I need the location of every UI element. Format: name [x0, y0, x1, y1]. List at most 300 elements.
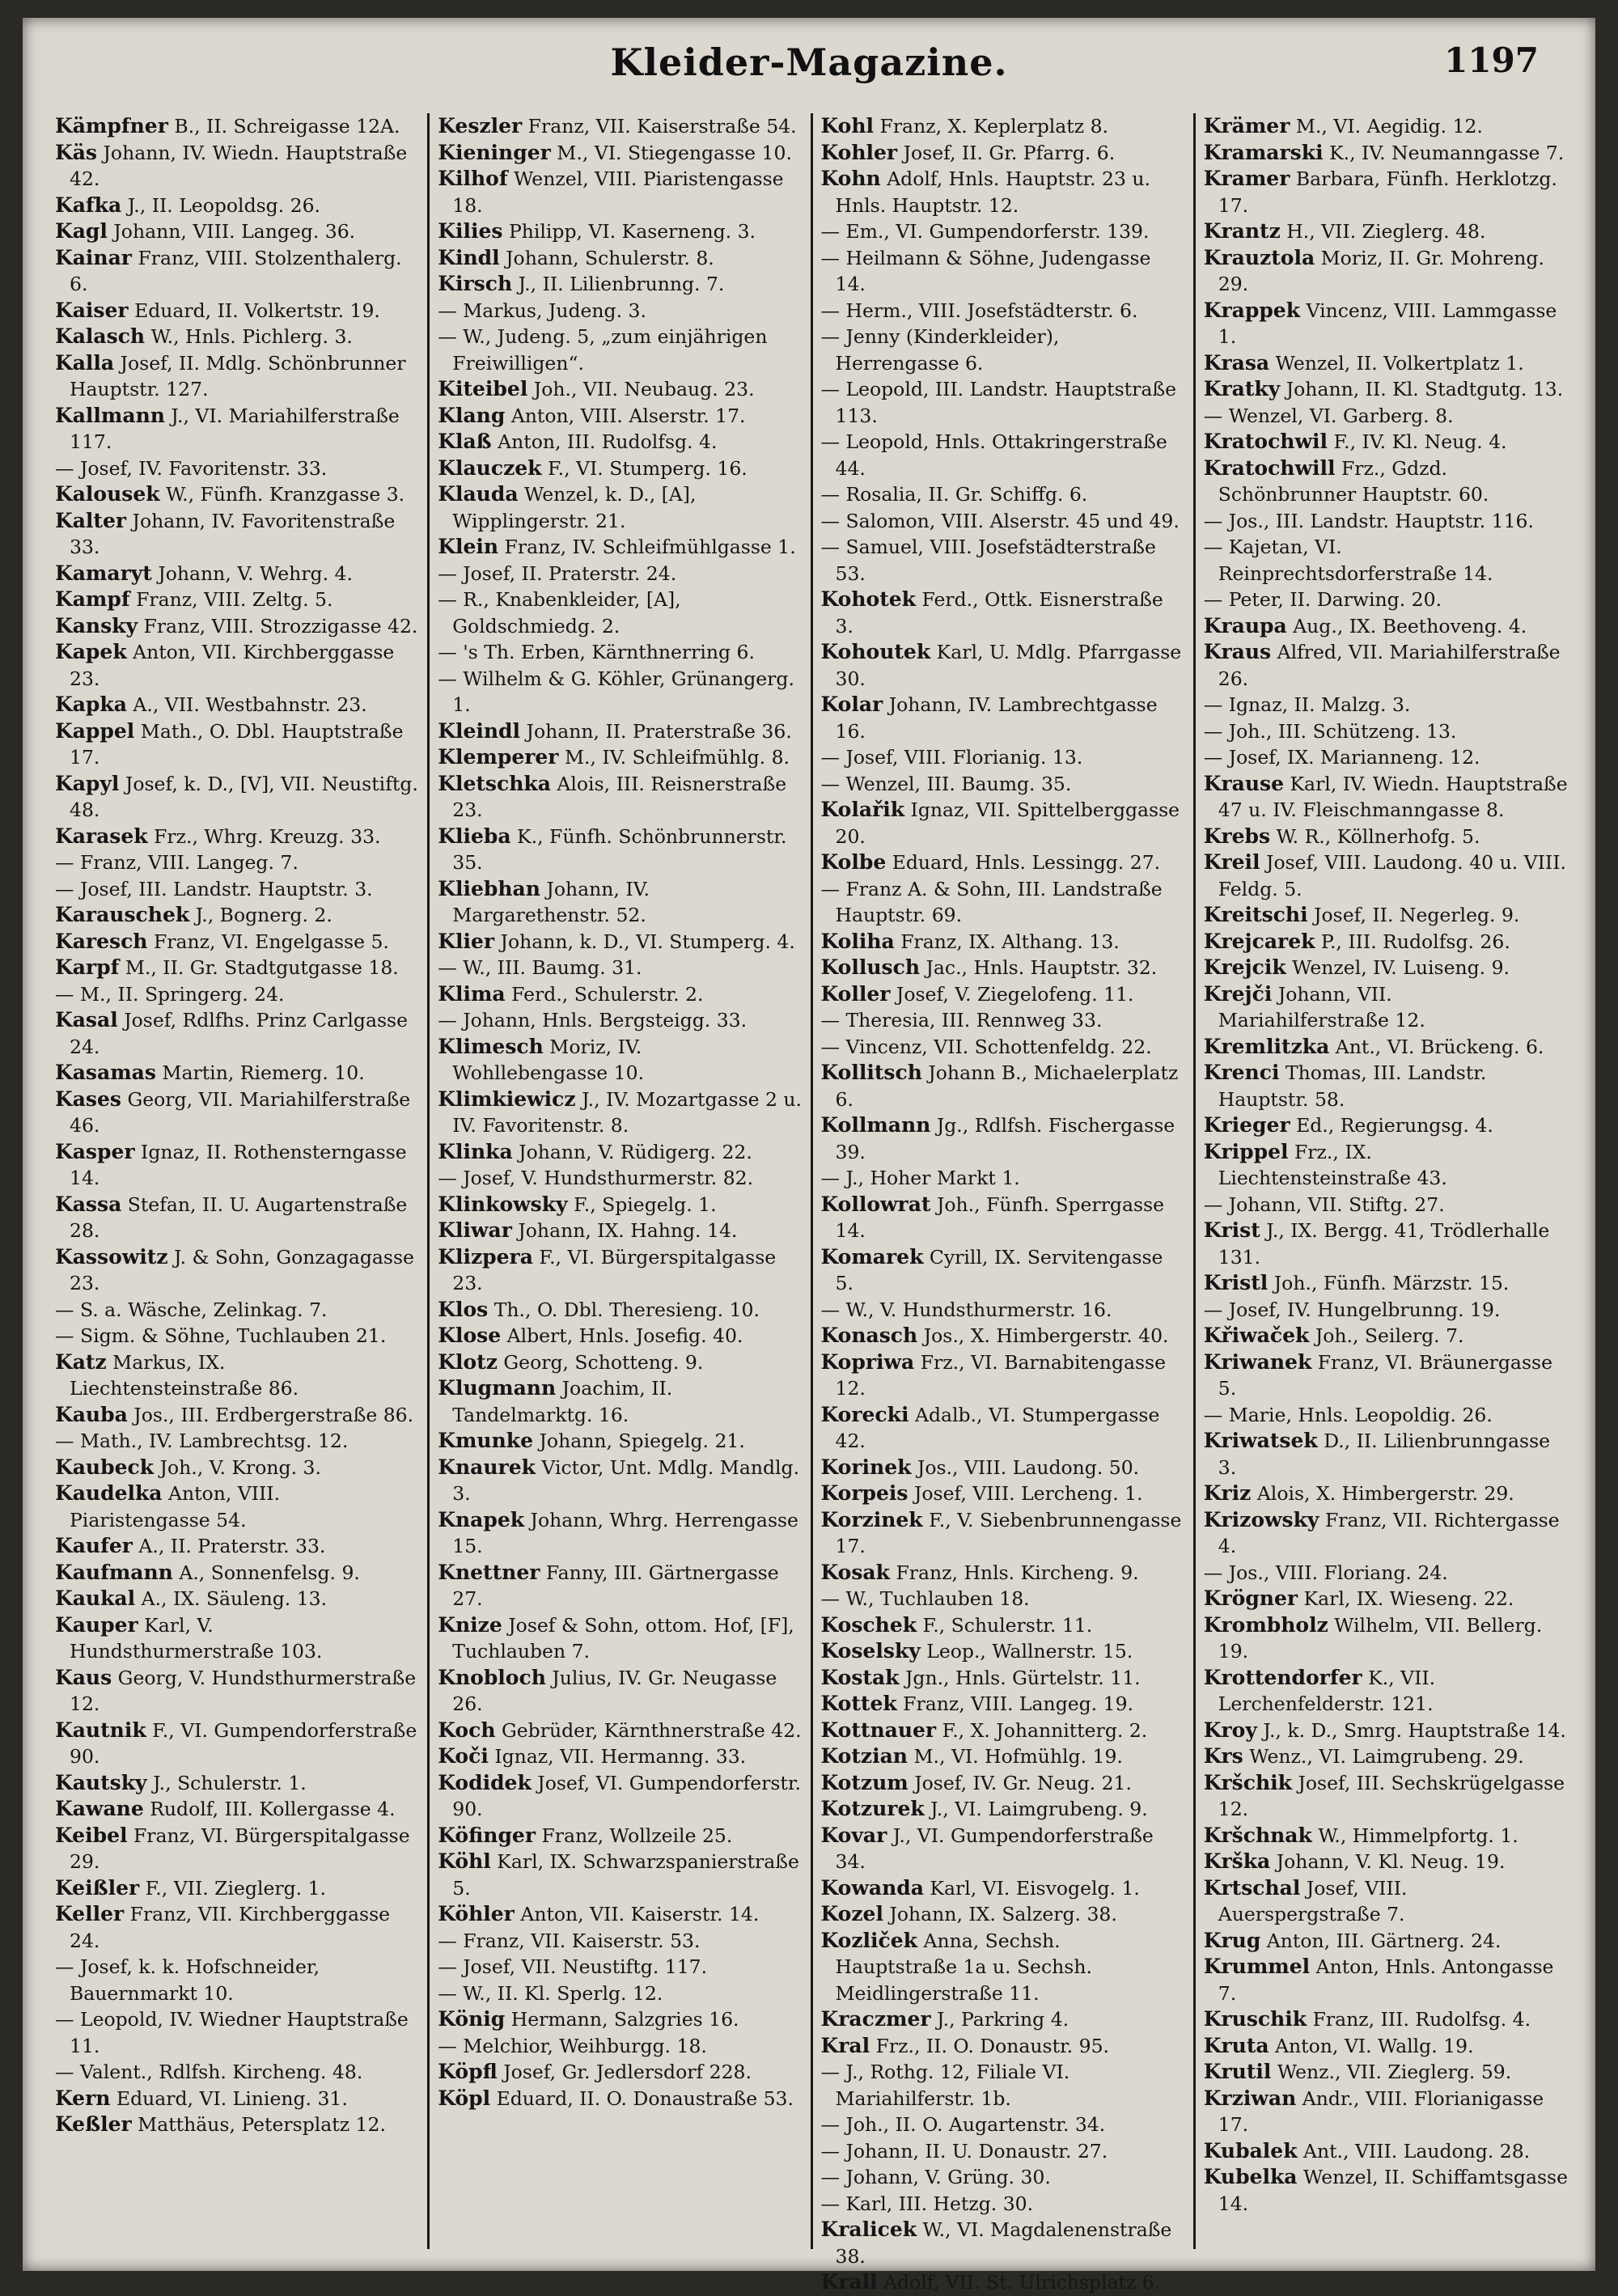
- directory-entry: [55, 1901, 419, 1954]
- entry-surname: Kraus: [1203, 640, 1272, 663]
- entry-details: — Heilmann & Söhne, Judengasse 14.: [820, 246, 1151, 295]
- entry-details: Josef, VIII. Laudong. 40 u. VIII. Feldg. 5.: [1218, 851, 1566, 900]
- directory-entry: [821, 2059, 1185, 2112]
- entry-surname: Köpfl: [438, 2060, 498, 2083]
- entry-details: — Valent., Rdlfsh. Kircheng. 48.: [55, 2061, 363, 2083]
- entry-surname: Knobloch: [438, 1665, 546, 1689]
- entry-details: — Franz A. & Sohn, III. Landstraße Hauptstr. 69.: [820, 877, 1163, 926]
- entry-surname: Keller: [55, 1902, 125, 1925]
- directory-entry: [438, 666, 802, 718]
- directory-entry: [55, 1823, 419, 1875]
- entry-details: Franz, VIII. Zeltg. 5.: [136, 588, 333, 611]
- directory-entry: [821, 508, 1185, 535]
- entry-surname: Kotzurek: [820, 1797, 925, 1820]
- entry-surname: Kubalek: [1203, 2138, 1298, 2163]
- directory-entry: [438, 1007, 802, 1034]
- entry-details: Franz, VI. Bräunergasse 5.: [1218, 1350, 1552, 1400]
- entry-details: Franz, VII. Richtergasse 4.: [1218, 1508, 1560, 1557]
- entry-surname: Kmunke: [438, 1429, 534, 1452]
- entry-details: — Markus, Judeng. 3.: [438, 299, 646, 322]
- entry-surname: Koči: [438, 1744, 489, 1768]
- directory-entry: [1204, 639, 1568, 692]
- entry-surname: Korinek: [820, 1455, 912, 1479]
- entry-surname: Klinka: [438, 1139, 513, 1163]
- entry-details: Franz, IX. Althang. 13.: [900, 930, 1120, 953]
- entry-surname: Kasamas: [55, 1061, 156, 1084]
- directory-entry: [1204, 350, 1568, 377]
- directory-entry: [55, 1954, 419, 2006]
- entry-surname: Klieba: [438, 824, 511, 848]
- entry-surname: Kopriwa: [820, 1349, 915, 1374]
- entry-details: A., VII. Westbahnstr. 23.: [133, 693, 367, 716]
- directory-entry: [1204, 744, 1568, 771]
- directory-entry: [55, 955, 419, 981]
- directory-entry: [821, 1665, 1185, 1692]
- entry-details: Ed., Regierungsg. 4.: [1296, 1114, 1493, 1137]
- entry-surname: Krögner: [1203, 1586, 1298, 1610]
- entry-details: M., IV. Schleifmühlg. 8.: [564, 746, 790, 769]
- directory-entry: [438, 1428, 802, 1455]
- entry-surname: Klemperer: [438, 745, 559, 769]
- directory-entry: [1204, 1849, 1568, 1875]
- entry-surname: Kamaryt: [55, 561, 152, 585]
- entry-details: K., Fünfh. Schönbrunnerstr. 35.: [452, 824, 787, 874]
- entry-details: Adolf, Hnls. Hauptstr. 23 u. Hnls. Hauptstr. 12.: [835, 167, 1151, 217]
- directory-entry: [821, 140, 1185, 167]
- entry-details: Wenzel, IV. Luiseng. 9.: [1292, 956, 1510, 979]
- directory-entry: [1204, 692, 1568, 718]
- directory-entry: [821, 2112, 1185, 2138]
- entry-surname: Keißler: [55, 1875, 140, 1900]
- entry-surname: Knaurek: [438, 1455, 536, 1479]
- entry-details: Leop., Wallnerstr. 15.: [926, 1640, 1133, 1663]
- entry-details: Johann, VII. Mariahilferstraße 12.: [1218, 982, 1425, 1032]
- directory-entry: [1204, 771, 1568, 824]
- entry-details: Karl, V. Hundsthurmerstraße 103.: [70, 1613, 323, 1663]
- entry-surname: Kagl: [55, 219, 108, 243]
- directory-entry: [55, 1455, 419, 1481]
- directory-entry: [821, 1060, 1185, 1112]
- directory-entry: [1204, 824, 1568, 850]
- entry-surname: Klang: [438, 403, 506, 427]
- entry-surname: Kalter: [55, 508, 127, 532]
- directory-entry: [1204, 1218, 1568, 1270]
- directory-entry: [438, 1455, 802, 1507]
- directory-entry: [55, 1323, 419, 1349]
- entry-surname: Krottendorfer: [1203, 1665, 1362, 1689]
- entry-details: Matthäus, Petersplatz 12.: [138, 2113, 386, 2136]
- entry-surname: Kršchnak: [1203, 1823, 1312, 1847]
- entry-details: Ant., VIII. Laudong. 28.: [1303, 2139, 1531, 2163]
- entry-details: — Em., VI. Gumpendorferstr. 139.: [820, 220, 1150, 243]
- directory-entry: [438, 1928, 802, 1955]
- entry-details: — Joh., III. Schützeng. 13.: [1203, 719, 1457, 743]
- directory-entry: [438, 718, 802, 745]
- directory-entry: [1204, 508, 1568, 535]
- page-header: [23, 36, 1595, 92]
- entry-surname: Kieninger: [438, 140, 551, 164]
- directory-entry: [55, 718, 419, 771]
- entry-details: Josef & Sohn, ottom. Hof, [F], Tuchlauben 7.: [452, 1613, 794, 1663]
- entry-details: Jac., Hnls. Hauptstr. 32.: [925, 956, 1158, 979]
- directory-entry: [821, 771, 1185, 798]
- entry-surname: Kansky: [55, 613, 138, 638]
- entry-surname: Klizpera: [438, 1244, 533, 1269]
- directory-entry: [438, 1823, 802, 1849]
- directory-entry: [1204, 1402, 1568, 1429]
- directory-entry: [821, 1244, 1185, 1297]
- directory-entry: [438, 298, 802, 324]
- entry-details: Johann, Schulerstr. 8.: [506, 246, 714, 269]
- directory-entry: [55, 455, 419, 482]
- directory-entry: [1204, 1270, 1568, 1297]
- entry-details: J., Parkring 4.: [937, 2008, 1069, 2031]
- entry-surname: Komarek: [820, 1244, 924, 1269]
- entry-details: — Herm., VIII. Josefstädterstr. 6.: [820, 299, 1138, 322]
- entry-details: Rudolf, III. Kollergasse 4.: [150, 1798, 396, 1820]
- entry-details: — W., Judeng. 5, „zum einjährigen Freiwilligen“.: [438, 325, 768, 375]
- entry-details: Moriz, II. Gr. Mohreng. 29.: [1218, 246, 1544, 295]
- directory-entry: [821, 744, 1185, 771]
- entry-surname: Köhler: [438, 1902, 515, 1925]
- directory-entry: [438, 929, 802, 955]
- entry-surname: Kotzian: [820, 1744, 908, 1768]
- directory-entry: [821, 1901, 1185, 1928]
- directory-entry: [821, 298, 1185, 324]
- directory-entry: [438, 1297, 802, 1324]
- entry-details: — Josef, III. Landstr. Hauptstr. 3.: [55, 877, 373, 900]
- entry-details: Anton, VI. Wallg. 19.: [1275, 2034, 1474, 2057]
- entry-surname: Kohoutek: [820, 640, 931, 663]
- entry-details: Eduard, Hnls. Lessingg. 27.: [892, 851, 1161, 874]
- entry-details: Andr., VIII. Florianigasse 17.: [1218, 2086, 1544, 2136]
- directory-entry: [55, 902, 419, 929]
- entry-details: W., Fünfh. Kranzgasse 3.: [166, 483, 405, 506]
- entry-surname: Keßler: [55, 2112, 132, 2136]
- entry-surname: Krantz: [1203, 219, 1281, 243]
- entry-surname: Kämpfner: [55, 114, 168, 138]
- directory-entry: [1204, 245, 1568, 298]
- directory-entry: [1204, 166, 1568, 218]
- directory-entry: [438, 1165, 802, 1192]
- entry-details: J., II. Lilienbrunng. 7.: [518, 273, 725, 295]
- entry-details: — Josef, k. k. Hofschneider, Bauernmarkt 10.: [55, 1955, 320, 2005]
- entry-details: — Johann, Hnls. Bergsteigg. 33.: [438, 1009, 748, 1032]
- entry-surname: Kollusch: [820, 955, 920, 979]
- entry-surname: Krenci: [1203, 1061, 1280, 1084]
- page-title: Kleider-Magazine.: [610, 40, 1008, 84]
- directory-entry: [438, 1560, 802, 1612]
- entry-surname: Kiteibel: [438, 377, 528, 400]
- directory-entry: [1204, 2006, 1568, 2033]
- directory-entry: [438, 140, 802, 167]
- entry-surname: Krippel: [1203, 1139, 1289, 1163]
- entry-details: J., II. Leopoldsg. 26.: [127, 193, 321, 217]
- directory-entry: [55, 561, 419, 587]
- entry-details: Ferd., Schulerstr. 2.: [511, 982, 704, 1006]
- entry-surname: Kotzum: [820, 1770, 909, 1794]
- directory-entry: [1204, 2059, 1568, 2086]
- directory-entry: [821, 534, 1185, 587]
- entry-details: — Leopold, IV. Wiedner Hauptstraße 11.: [55, 2008, 409, 2057]
- column-4: [1196, 113, 1576, 2249]
- entry-details: — Karl, III. Hetzg. 30.: [820, 2192, 1034, 2215]
- entry-surname: Krasa: [1203, 350, 1270, 375]
- directory-entry: [821, 113, 1185, 140]
- entry-details: Karl, IX. Wieseng. 22.: [1303, 1587, 1514, 1610]
- entry-details: Johann, V. Wehrg. 4.: [158, 561, 353, 585]
- directory-entry: [821, 1402, 1185, 1455]
- directory-entry: [55, 1796, 419, 1823]
- entry-details: — Josef, IX. Marianneng. 12.: [1203, 746, 1480, 769]
- entry-details: Joh., Fünfh. Märzstr. 15.: [1273, 1272, 1510, 1294]
- entry-details: — Josef, IV. Hungelbrunng. 19.: [1203, 1298, 1501, 1321]
- entry-details: A., IX. Säuleng. 13.: [141, 1587, 328, 1610]
- directory-entry: [1204, 1481, 1568, 1507]
- entry-details: — Wenzel, III. Baumg. 35.: [820, 772, 1072, 795]
- entry-surname: Kršchik: [1203, 1770, 1292, 1794]
- entry-surname: Kasper: [55, 1139, 135, 1163]
- directory-entry: [55, 2059, 419, 2086]
- directory-entry: [55, 692, 419, 718]
- entry-surname: König: [438, 2007, 506, 2031]
- directory-entry: [1204, 1665, 1568, 1718]
- column-1: [47, 113, 430, 2249]
- entry-details: Franz, III. Rudolfsg. 4.: [1312, 2008, 1531, 2031]
- entry-details: Franz, VI. Engelgasse 5.: [153, 930, 389, 953]
- entry-surname: Kauba: [55, 1402, 128, 1426]
- directory-entry: [438, 1244, 802, 1297]
- directory-entry: [55, 481, 419, 508]
- entry-surname: Kohn: [820, 167, 881, 190]
- entry-details: Math., O. Dbl. Hauptstraße 17.: [70, 719, 404, 769]
- directory-entry: [55, 403, 419, 455]
- entry-details: — Peter, II. Darwing. 20.: [1203, 588, 1442, 611]
- entry-details: Josef, V. Ziegelofeng. 11.: [896, 982, 1134, 1006]
- entry-details: — Math., IV. Lambrechtsg. 12.: [55, 1430, 349, 1452]
- directory-entry: [821, 929, 1185, 955]
- entry-details: W., Hnls. Pichlerg. 3.: [150, 325, 353, 348]
- entry-surname: Kaubeck: [55, 1455, 155, 1479]
- directory-entry: [821, 955, 1185, 981]
- entry-surname: Knettner: [438, 1560, 540, 1584]
- entry-details: Vincenz, VIII. Lammgasse 1.: [1218, 299, 1557, 348]
- entry-details: — Johann, V. Grüng. 30.: [820, 2166, 1051, 2188]
- directory-entry: [438, 376, 802, 403]
- entry-details: — Leopold, III. Landstr. Hauptstraße 113.: [820, 378, 1176, 427]
- directory-entry: [1204, 455, 1568, 508]
- directory-entry: [55, 2006, 419, 2059]
- entry-details: M., VI. Hofmühlg. 19.: [913, 1745, 1123, 1768]
- directory-entry: [55, 298, 419, 324]
- directory-entry: [1204, 1192, 1568, 1218]
- entry-surname: Kozliček: [820, 1928, 917, 1952]
- entry-details: Johann, IX. Salzerg. 38.: [889, 1903, 1117, 1925]
- entry-details: Wilhelm, VII. Bellerg. 19.: [1218, 1613, 1543, 1663]
- entry-surname: Křiwaček: [1203, 1324, 1310, 1347]
- directory-entry: [55, 324, 419, 350]
- directory-entry: [55, 1007, 419, 1060]
- directory-entry: [55, 876, 419, 903]
- directory-entry: [55, 771, 419, 824]
- entry-surname: Kosak: [820, 1560, 890, 1584]
- entry-surname: Klier: [438, 929, 495, 953]
- entry-surname: Kaiser: [55, 298, 129, 322]
- entry-surname: Kases: [55, 1087, 121, 1111]
- entry-details: Ignaz, VII. Spittelberggasse 20.: [835, 799, 1180, 848]
- entry-details: Johann, II. Praterstraße 36.: [526, 719, 792, 743]
- directory-entry: [1204, 613, 1568, 640]
- entry-details: Josef, II. Mdlg. Schönbrunner Hauptstr. 127.: [70, 351, 406, 400]
- directory-entry: [438, 955, 802, 981]
- directory-entry: [821, 1192, 1185, 1244]
- entry-details: M., VI. Stiegengasse 10.: [557, 141, 792, 164]
- directory-entry: [1204, 2086, 1568, 2138]
- entry-details: J., IV. Mozartgasse 2 u. IV. Favoritenstr. 8.: [452, 1087, 803, 1137]
- directory-entry: [55, 140, 419, 193]
- entry-details: Johann, VIII. Langeg. 36.: [113, 220, 356, 243]
- entry-surname: Krämer: [1203, 114, 1290, 138]
- directory-entry: [55, 1718, 419, 1770]
- directory-entry: [821, 2269, 1185, 2296]
- directory-entry: [821, 245, 1185, 298]
- entry-details: — Josef, VII. Neustiftg. 117.: [438, 1955, 708, 1978]
- entry-surname: Kleindl: [438, 718, 521, 743]
- entry-details: Jos., III. Erdbergerstraße 86.: [133, 1403, 414, 1426]
- directory-entry: [55, 1244, 419, 1297]
- entry-surname: Krieger: [1203, 1113, 1290, 1137]
- entry-details: — Josef, II. Praterstr. 24.: [438, 561, 677, 585]
- entry-surname: Karesch: [55, 929, 148, 953]
- directory-entry: [821, 981, 1185, 1008]
- entry-details: Johann, IV. Wiedn. Hauptstraße 42.: [70, 141, 408, 190]
- entry-details: — Samuel, VIII. Josefstädterstraße 53.: [820, 536, 1156, 585]
- entry-details: M., II. Gr. Stadtgutgasse 18.: [125, 956, 399, 979]
- entry-surname: Klos: [438, 1297, 489, 1321]
- directory-entry: [55, 1402, 419, 1429]
- directory-entry: [438, 2086, 802, 2112]
- directory-entry: [821, 1007, 1185, 1034]
- directory-entry: [438, 1718, 802, 1744]
- entry-details: Adolf, VII. St. Ulrichsplatz 6.: [883, 2271, 1161, 2294]
- entry-details: Cyrill, IX. Servitengasse 5.: [835, 1245, 1163, 1294]
- directory-entry: [438, 113, 802, 140]
- entry-surname: Krappek: [1203, 298, 1301, 322]
- entry-surname: Koselsky: [820, 1639, 921, 1663]
- entry-details: A., Sonnenfelsg. 9.: [179, 1561, 360, 1584]
- entry-surname: Koller: [820, 981, 891, 1006]
- directory-entry: [821, 1691, 1185, 1718]
- entry-details: J. & Sohn, Gonzagagasse 23.: [70, 1245, 414, 1294]
- entry-surname: Krall: [820, 2270, 878, 2294]
- directory-entry: [1204, 981, 1568, 1034]
- entry-details: — Jenny (Kinderkleider), Herrengasse 6.: [820, 325, 1060, 375]
- directory-entry: [1204, 1323, 1568, 1349]
- directory-entry: [821, 1481, 1185, 1507]
- entry-surname: Krejcik: [1203, 955, 1286, 979]
- entry-details: — Marie, Hnls. Leopoldig. 26.: [1203, 1403, 1493, 1426]
- entry-details: Anton, VIII. Piaristengasse 54.: [70, 1482, 281, 1531]
- directory-entry: [55, 1087, 419, 1139]
- directory-entry: [1204, 403, 1568, 430]
- entry-details: — M., II. Springerg. 24.: [55, 982, 285, 1006]
- entry-surname: Klotz: [438, 1349, 498, 1374]
- entry-surname: Kalasch: [55, 324, 146, 348]
- entry-surname: Kliebhan: [438, 876, 540, 900]
- directory-entry: [1204, 902, 1568, 929]
- entry-surname: Köhl: [438, 1849, 491, 1873]
- entry-surname: Knapek: [438, 1507, 525, 1531]
- directory-entry: [1204, 2138, 1568, 2165]
- entry-details: Joh., Seilerg. 7.: [1315, 1324, 1464, 1347]
- entry-surname: Kohl: [820, 114, 875, 138]
- directory-entry: [821, 218, 1185, 245]
- directory-entry: [821, 1743, 1185, 1770]
- directory-entry: [438, 561, 802, 587]
- directory-entry: [438, 2033, 802, 2060]
- entry-surname: Kollmann: [820, 1113, 931, 1137]
- directory-entry: [438, 1612, 802, 1665]
- directory-entry: [55, 1612, 419, 1665]
- directory-entry: [1204, 955, 1568, 981]
- entry-details: J., VI. Gumpendorferstraße 34.: [835, 1824, 1154, 1873]
- entry-surname: Kainar: [55, 245, 132, 269]
- entry-surname: Krombholz: [1203, 1612, 1328, 1637]
- directory-entry: [438, 245, 802, 272]
- entry-surname: Karpf: [55, 955, 120, 979]
- entry-surname: Klose: [438, 1324, 502, 1347]
- directory-entry: [821, 2217, 1185, 2269]
- entry-surname: Kottek: [820, 1692, 897, 1715]
- directory-entry: [821, 1297, 1185, 1324]
- entry-details: F., VI. Gumpendorferstraße 90.: [70, 1718, 417, 1768]
- directory-entry: [438, 481, 802, 534]
- directory-entry: [438, 2006, 802, 2033]
- directory-entry: [1204, 587, 1568, 613]
- entry-surname: Kapyl: [55, 771, 120, 795]
- entry-details: — Salomon, VIII. Alserstr. 45 und 49.: [820, 509, 1180, 532]
- directory-entry: [821, 166, 1185, 218]
- entry-details: — Johann, II. U. Donaustr. 27.: [820, 2139, 1108, 2163]
- directory-entry: [438, 1192, 802, 1218]
- entry-details: J., k. D., Smrg. Hauptstraße 14.: [1263, 1718, 1566, 1742]
- entry-surname: Kramarski: [1203, 140, 1324, 164]
- directory-entry: [55, 1560, 419, 1586]
- entry-details: Franz, VII. Kirchberggasse 24.: [70, 1903, 391, 1952]
- directory-entry: [438, 981, 802, 1008]
- directory-entry: [55, 2112, 419, 2138]
- entry-surname: Kaudelka: [55, 1481, 163, 1505]
- directory-entry: [821, 849, 1185, 876]
- entry-details: — Sigm. & Söhne, Tuchlauben 21.: [55, 1324, 387, 1347]
- directory-entry: [438, 876, 802, 929]
- entry-details: — R., Knabenkleider, [A], Goldschmiedg. 2.: [438, 588, 681, 638]
- entry-details: Alfred, VII. Mariahilferstraße 26.: [1218, 641, 1561, 690]
- entry-surname: Kindl: [438, 245, 500, 269]
- directory-entry: [821, 1349, 1185, 1402]
- entry-details: — S. a. Wäsche, Zelinkag. 7.: [55, 1298, 328, 1321]
- entry-surname: Kampf: [55, 587, 130, 611]
- entry-details: Adalb., VI. Stumpergasse 42.: [835, 1403, 1160, 1452]
- entry-details: Georg, V. Hundsthurmerstraße 12.: [70, 1666, 417, 1715]
- directory-entry: [55, 1770, 419, 1797]
- directory-entry: [821, 1718, 1185, 1744]
- directory-entry: [438, 1901, 802, 1928]
- directory-entry: [438, 1770, 802, 1823]
- entry-surname: Krebs: [1203, 824, 1271, 848]
- directory-entry: [821, 1586, 1185, 1612]
- entry-details: Johann, IV. Lambrechtgasse 16.: [835, 693, 1158, 743]
